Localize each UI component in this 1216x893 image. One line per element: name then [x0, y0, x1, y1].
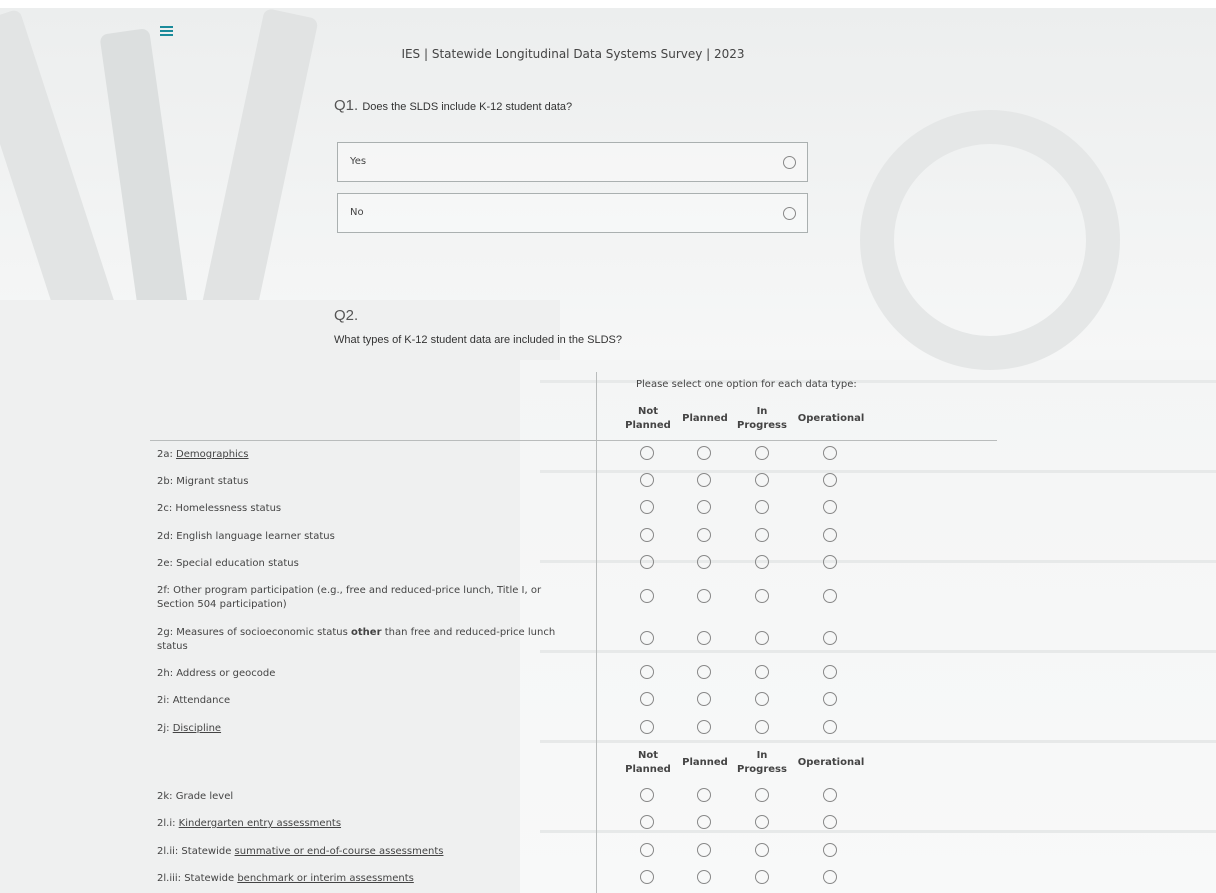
radio-operational[interactable] [823, 870, 837, 884]
q1-option-no-label: No [350, 207, 364, 218]
radio-not-planned[interactable] [640, 589, 654, 603]
q1-text: Does the SLDS include K-12 student data? [362, 101, 573, 113]
radio-operational[interactable] [823, 665, 837, 679]
q2-number: Q2. [334, 307, 359, 324]
radio-operational[interactable] [823, 631, 837, 645]
q2-text: What types of K-12 student data are included in the SLDS? [334, 334, 623, 346]
q1-option-yes[interactable] [337, 142, 808, 182]
radio-operational[interactable] [823, 473, 837, 487]
radio-planned[interactable] [697, 788, 711, 802]
radio-not-planned[interactable] [640, 720, 654, 734]
row-label: 2e: Special education status [157, 558, 299, 569]
radio-in-progress[interactable] [755, 555, 769, 569]
col-header-planned: Planned [682, 413, 728, 424]
radio-operational[interactable] [823, 815, 837, 829]
radio-not-planned[interactable] [640, 788, 654, 802]
radio-planned[interactable] [697, 720, 711, 734]
row-label: 2i: Attendance [157, 695, 231, 706]
radio-operational[interactable] [823, 500, 837, 514]
radio-planned[interactable] [697, 473, 711, 487]
radio-operational[interactable] [823, 446, 837, 460]
radio-not-planned[interactable] [640, 473, 654, 487]
radio-in-progress[interactable] [755, 720, 769, 734]
col-header-operational: Operational [797, 413, 865, 424]
hamburger-menu-icon[interactable] [160, 24, 173, 38]
q1-option-no[interactable] [337, 193, 808, 233]
row-label: 2h: Address or geocode [157, 668, 276, 679]
radio-not-planned[interactable] [640, 555, 654, 569]
radio-planned[interactable] [697, 815, 711, 829]
radio-not-planned[interactable] [640, 870, 654, 884]
row-label: 2l.iii: Statewide benchmark or interim assessments [157, 873, 414, 884]
col-header-not-planned: Not Planned [625, 406, 671, 431]
q1-number: Q1. [334, 97, 359, 114]
radio-planned[interactable] [697, 843, 711, 857]
q1-question [334, 97, 572, 114]
row-label: 2f: Other program participation (e.g., free and reduced-price lunch, Title I, or Section 504 participation) [157, 585, 542, 610]
row-label: 2j: Discipline [157, 723, 222, 734]
benchmark-assessments-link[interactable]: benchmark or interim assessments [237, 873, 414, 884]
radio-in-progress[interactable] [755, 788, 769, 802]
radio-not-planned[interactable] [640, 692, 654, 706]
radio-planned[interactable] [697, 692, 711, 706]
matrix-header-rule [150, 440, 997, 441]
radio-planned[interactable] [697, 528, 711, 542]
radio-in-progress[interactable] [755, 692, 769, 706]
radio-operational[interactable] [823, 788, 837, 802]
radio-in-progress[interactable] [755, 473, 769, 487]
radio-in-progress[interactable] [755, 528, 769, 542]
matrix-instruction: Please select one option for each data type: [636, 379, 857, 390]
col-header-planned: Planned [682, 757, 728, 768]
radio-in-progress[interactable] [755, 665, 769, 679]
col-header-in-progress: In Progress [737, 406, 787, 431]
radio-operational[interactable] [823, 589, 837, 603]
radio-operational[interactable] [823, 528, 837, 542]
col-header-operational: Operational [797, 757, 865, 768]
radio-planned[interactable] [697, 555, 711, 569]
q1-no-radio[interactable] [783, 207, 796, 220]
radio-operational[interactable] [823, 843, 837, 857]
row-label: 2a: Demographics [157, 449, 249, 460]
radio-operational[interactable] [823, 555, 837, 569]
col-header-not-planned: Not Planned [625, 750, 671, 775]
radio-not-planned[interactable] [640, 843, 654, 857]
row-label: 2d: English language learner status [157, 531, 335, 542]
radio-not-planned[interactable] [640, 446, 654, 460]
q1-yes-radio[interactable] [783, 156, 796, 169]
radio-in-progress[interactable] [755, 500, 769, 514]
radio-not-planned[interactable] [640, 500, 654, 514]
radio-planned[interactable] [697, 665, 711, 679]
radio-planned[interactable] [697, 500, 711, 514]
row-label: 2l.ii: Statewide summative or end-of-course assessments [157, 846, 444, 857]
radio-not-planned[interactable] [640, 528, 654, 542]
row-label: 2g: Measures of socioeconomic status other than free and reduced-price lunch status [157, 627, 556, 652]
radio-not-planned[interactable] [640, 665, 654, 679]
radio-planned[interactable] [697, 870, 711, 884]
survey-title: IES | Statewide Longitudinal Data Systems Survey | 2023 [401, 47, 745, 61]
radio-planned[interactable] [697, 446, 711, 460]
radio-in-progress[interactable] [755, 870, 769, 884]
row-label: 2k: Grade level [157, 791, 234, 802]
row-label: 2c: Homelessness status [157, 503, 282, 514]
matrix-divider [596, 372, 597, 893]
radio-in-progress[interactable] [755, 589, 769, 603]
radio-operational[interactable] [823, 692, 837, 706]
q1-option-yes-label: Yes [350, 156, 367, 167]
radio-in-progress[interactable] [755, 631, 769, 645]
row-label: 2b: Migrant status [157, 476, 249, 487]
radio-in-progress[interactable] [755, 843, 769, 857]
radio-operational[interactable] [823, 720, 837, 734]
summative-assessments-link[interactable]: summative or end-of-course assessments [234, 846, 444, 857]
col-header-in-progress: In Progress [737, 750, 787, 775]
row-label: 2l.i: Kindergarten entry assessments [157, 818, 342, 829]
radio-planned[interactable] [697, 589, 711, 603]
radio-planned[interactable] [697, 631, 711, 645]
radio-not-planned[interactable] [640, 815, 654, 829]
radio-not-planned[interactable] [640, 631, 654, 645]
kindergarten-assessments-link[interactable]: Kindergarten entry assessments [178, 818, 342, 829]
radio-in-progress[interactable] [755, 815, 769, 829]
radio-in-progress[interactable] [755, 446, 769, 460]
